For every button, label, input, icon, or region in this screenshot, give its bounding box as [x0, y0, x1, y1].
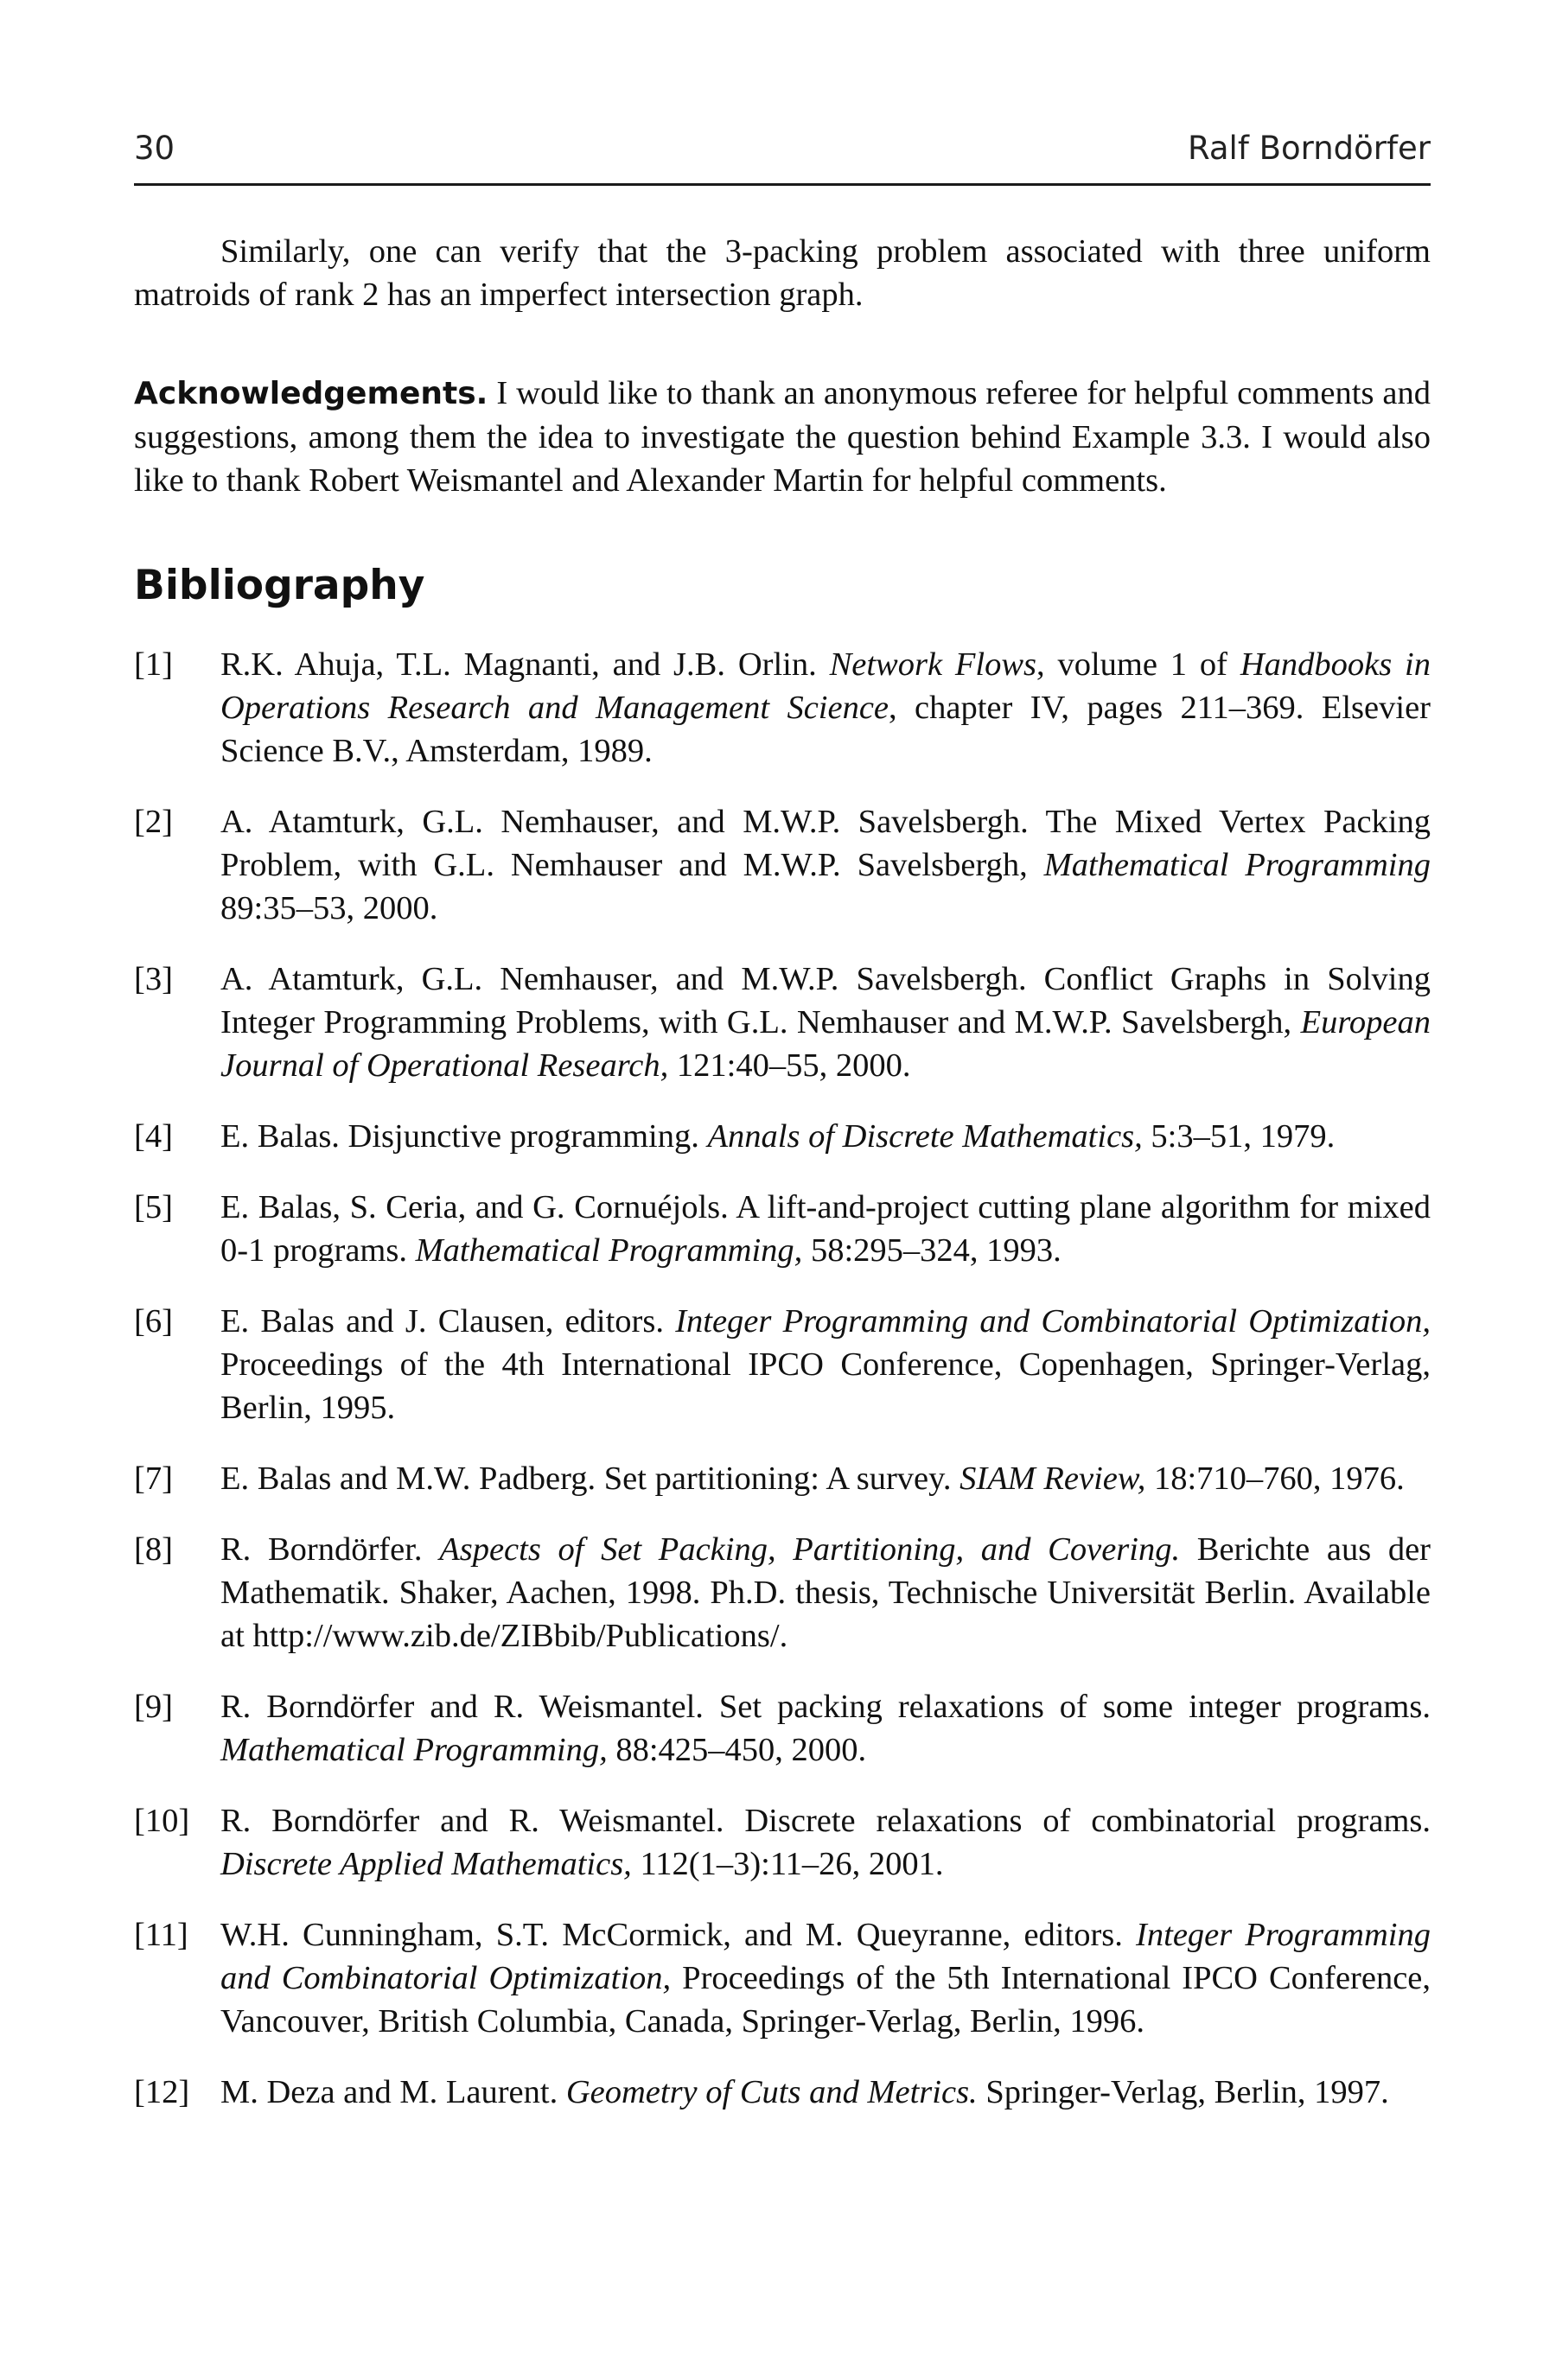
reference-authors-title: E. Balas, S. Ceria, and G. Cornuéjols. A lift-and-project cutting plane algorithm for mixed 0-1 programs.: [220, 1189, 1431, 1269]
reference-number: [10]: [134, 1803, 190, 1839]
reference-authors-title: W.H. Cunningham, S.T. McCormick, and M. Queyranne, editors.: [220, 1917, 1137, 1953]
acknowledgements-text: I would like to thank an anonymous referee for helpful comments and suggestions, among them the idea to investigate the question behind Example 3.3. I would also like to thank Robert Weismantel and Alexander Martin for helpful comments.: [134, 375, 1431, 499]
reference-number: [5]: [134, 1189, 173, 1225]
reference-text: [220, 800, 1431, 930]
reference-number: [7]: [134, 1460, 173, 1497]
reference-details: Springer-Verlag, Berlin, 1997.: [977, 2074, 1389, 2110]
reference-authors-title: M. Deza and M. Laurent.: [220, 2074, 566, 2110]
header-rule: [134, 183, 1431, 186]
reference-authors-title: R.K. Ahuja, T.L. Magnanti, and J.B. Orlin.: [220, 646, 830, 683]
reference-venue: Network Flows: [829, 646, 1036, 683]
reference-details: Berichte aus der Mathematik. Shaker, Aachen, 1998. Ph.D. thesis, Technische Universität Berlin. Available at http://www.zib.de/ZIBbib/Publications/.: [220, 1531, 1431, 1654]
bibliography-entry: [134, 1300, 1431, 1429]
reference-details: 112(1–3):11–26, 2001.: [631, 1846, 944, 1882]
reference-details: , volume 1 of: [1036, 646, 1240, 683]
body-paragraph: Similarly, one can verify that the 3-packing problem associated with three uniform matroids of rank 2 has an imperfect intersection graph.: [134, 233, 1431, 313]
reference-details: Proceedings of the 4th International IPCO Conference, Copenhagen, Springer-Verlag, Berlin, 1995.: [220, 1346, 1431, 1426]
reference-number: [12]: [134, 2074, 190, 2110]
reference-details: 88:425–450, 2000.: [607, 1732, 867, 1768]
reference-number: [9]: [134, 1689, 173, 1725]
reference-number: [8]: [134, 1531, 173, 1568]
reference-venue: Aspects of Set Packing, Partitioning, and Covering.: [439, 1531, 1181, 1568]
running-head-author: Ralf Borndörfer: [1187, 130, 1431, 167]
bibliography-list: [134, 643, 1431, 2141]
bibliography-entry: [134, 1913, 1431, 2043]
bibliography-entry: [134, 2071, 1431, 2114]
bibliography-entry: [134, 1528, 1431, 1658]
bibliography-entry: [134, 800, 1431, 930]
reference-text: [220, 1913, 1431, 2043]
reference-venue: Mathematical Programming,: [220, 1732, 608, 1768]
reference-venue: SIAM Review,: [960, 1460, 1146, 1497]
bibliography-heading: Bibliography: [134, 562, 425, 609]
bibliography-entry: [134, 1186, 1431, 1272]
reference-details: 58:295–324, 1993.: [802, 1232, 1062, 1269]
reference-number: [6]: [134, 1303, 173, 1340]
reference-venue: Mathematical Programming: [1043, 847, 1431, 883]
reference-authors-title: R. Borndörfer.: [220, 1531, 440, 1568]
reference-venue: Discrete Applied Mathematics,: [220, 1846, 632, 1882]
reference-venue: Annals of Discrete Mathematics,: [707, 1118, 1143, 1155]
reference-number: [4]: [134, 1118, 173, 1155]
reference-details: 121:40–55, 2000.: [668, 1047, 911, 1084]
reference-authors-title: A. Atamturk, G.L. Nemhauser, and M.W.P. Savelsbergh. Conflict Graphs in Solving Integer Programming Problems, with G.L. Nemhauser and M.W.P. Savelsbergh,: [220, 961, 1431, 1040]
bibliography-entry: [134, 1685, 1431, 1772]
reference-venue: European Journal of Operational Research,: [220, 1004, 1431, 1084]
page: [134, 0, 1431, 2380]
reference-text: [220, 1186, 1431, 1272]
bibliography-entry: [134, 1799, 1431, 1886]
reference-number: [2]: [134, 804, 173, 840]
reference-venue: Mathematical Programming,: [415, 1232, 803, 1269]
reference-text: [220, 2071, 1431, 2114]
reference-details: Proceedings of the 5th International IPCO Conference, Vancouver, British Columbia, Canada, Springer-Verlag, Berlin, 1996.: [220, 1960, 1431, 2040]
reference-details: 18:710–760, 1976.: [1145, 1460, 1405, 1497]
reference-text: [220, 1685, 1431, 1772]
bibliography-entry: [134, 1457, 1431, 1500]
reference-authors-title: E. Balas. Disjunctive programming.: [220, 1118, 708, 1155]
bibliography-entry: [134, 643, 1431, 773]
reference-venue: Geometry of Cuts and Metrics.: [565, 2074, 978, 2110]
acknowledgements-paragraph: [134, 372, 1431, 502]
reference-venue: Integer Programming and Combinatorial Optimization,: [220, 1917, 1431, 1996]
reference-text: [220, 1457, 1431, 1500]
reference-authors-title: E. Balas and M.W. Padberg. Set partitioning: A survey.: [220, 1460, 960, 1497]
reference-text: [220, 1799, 1431, 1886]
reference-authors-title: R. Borndörfer and R. Weismantel. Discrete relaxations of combinatorial programs.: [220, 1803, 1431, 1839]
reference-text: [220, 643, 1431, 773]
reference-number: [1]: [134, 646, 173, 683]
page-header: [134, 130, 1431, 181]
reference-text: [220, 1115, 1431, 1158]
reference-authors-title: R. Borndörfer and R. Weismantel. Set packing relaxations of some integer programs.: [220, 1689, 1431, 1725]
reference-text: [220, 958, 1431, 1087]
reference-pages: , chapter IV, pages 211–369. Elsevier Science B.V., Amsterdam, 1989.: [220, 690, 1431, 769]
acknowledgements-heading: Acknowledgements.: [134, 376, 488, 411]
page-number: 30: [134, 130, 175, 167]
reference-number: [3]: [134, 961, 173, 997]
reference-details: 5:3–51, 1979.: [1142, 1118, 1336, 1155]
reference-text: [220, 1528, 1431, 1658]
reference-number: [11]: [134, 1917, 188, 1953]
bibliography-entry: [134, 1115, 1431, 1158]
bibliography-entry: [134, 958, 1431, 1087]
reference-text: [220, 1300, 1431, 1429]
reference-series: Handbooks in Operations Research and Management Science: [220, 646, 1431, 726]
reference-authors-title: A. Atamturk, G.L. Nemhauser, and M.W.P. Savelsbergh. The Mixed Vertex Packing Problem, with G.L. Nemhauser and M.W.P. Savelsbergh,: [220, 804, 1431, 883]
reference-details: 89:35–53, 2000.: [220, 890, 438, 926]
reference-authors-title: E. Balas and J. Clausen, editors.: [220, 1303, 676, 1340]
reference-venue: Integer Programming and Combinatorial Optimization,: [675, 1303, 1431, 1340]
